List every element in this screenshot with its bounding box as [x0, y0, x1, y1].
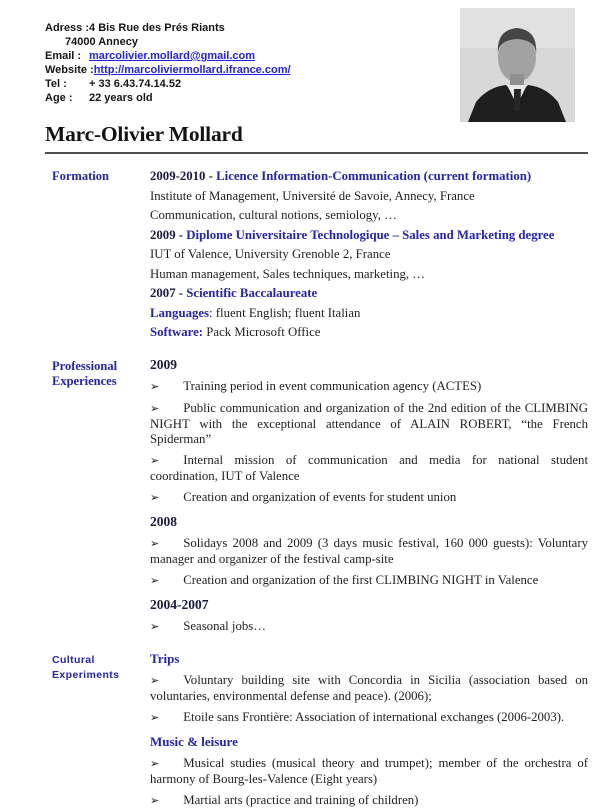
year-heading: 2009: [150, 356, 177, 372]
email-link[interactable]: marcolivier.mollard@gmail.com: [89, 50, 256, 62]
email-label: Email :: [45, 50, 82, 62]
experience-text: Internal mission of communication and media for national student coordination, IUT of Valence: [150, 452, 588, 483]
arrow-bullet-icon: ➢: [150, 794, 160, 807]
formation-content: [150, 167, 588, 343]
address-value: 4 Bis Rue des Prés Riants: [89, 22, 225, 34]
section-cultural-experiments: [45, 651, 588, 809]
experience-item: [150, 490, 588, 506]
page-title: Marc-Olivier Mollard: [45, 122, 243, 146]
degree-detail: Institute of Management, Université de Savoie, Annecy, France: [150, 188, 475, 203]
degree-line: [150, 284, 588, 304]
degree-line: [150, 167, 588, 187]
city-value: 74000 Annecy: [65, 36, 138, 48]
software-lead: Software:: [150, 325, 204, 339]
portrait-photo-graphic: [460, 8, 575, 122]
title-divider: [45, 152, 588, 154]
label-line: Professional: [52, 358, 118, 373]
experience-text: Solidays 2008 and 2009 (3 days music festival, 160 000 guests): Voluntary manager and organizer of the festival camp-site: [150, 535, 588, 566]
section-formation: [45, 167, 588, 343]
label-line: Experiences: [52, 373, 117, 388]
portrait-photo: [460, 8, 575, 122]
languages-lead: Languages: [150, 305, 210, 320]
cultural-text: Etoile sans Frontière: Association of international exchanges (2006-2003).: [183, 709, 565, 724]
arrow-bullet-icon: ➢: [150, 620, 160, 633]
arrow-bullet-icon: ➢: [150, 491, 160, 504]
cultural-item: [150, 673, 588, 704]
arrow-bullet-icon: ➢: [150, 537, 160, 550]
tel-label: Tel :: [45, 78, 67, 90]
arrow-bullet-icon: ➢: [150, 402, 160, 415]
label-line: Cultural: [52, 653, 95, 666]
experience-text: Creation and organization of the first CLIMBING NIGHT in Valence: [183, 572, 539, 587]
arrow-bullet-icon: ➢: [150, 574, 160, 587]
arrow-bullet-icon: ➢: [150, 454, 160, 467]
degree-detail: Human management, Sales techniques, marketing, …: [150, 266, 426, 281]
degree-title: Diplome Universitaire Technologique – Sales and Marketing degree: [186, 227, 555, 242]
cultural-text: Martial arts (practice and training of children): [183, 792, 419, 807]
experience-text: Seasonal jobs…: [183, 618, 267, 633]
website-link[interactable]: http://marcoliviermollard.ifrance.com/: [93, 64, 291, 76]
experience-text: Public communication and organization of the 2nd edition of the CLIMBING NIGHT with the exceptional attendance of ALAIN ROBERT, “the French Spiderman”: [150, 400, 588, 446]
cultural-content: [150, 651, 588, 809]
software-line: [150, 323, 588, 343]
degree-years: 2009-2010 -: [150, 169, 217, 183]
subsection-heading-music-leisure: Music & leisure: [150, 733, 238, 749]
arrow-bullet-icon: ➢: [150, 380, 160, 393]
experience-item: [150, 401, 588, 447]
arrow-bullet-icon: ➢: [150, 757, 160, 770]
tel-value: + 33 6.43.74.14.52: [89, 78, 182, 90]
cultural-text: Voluntary building site with Concordia in Sicilia (association based on voluntaries, environmental defense and peace). (2006);: [150, 672, 588, 703]
experience-item: [150, 619, 588, 635]
subsection-heading-trips: Trips: [150, 650, 180, 666]
degree-line: [150, 226, 588, 246]
experience-item: [150, 379, 588, 395]
age-label: Age :: [45, 92, 73, 104]
degree-years: 2009 -: [150, 227, 187, 242]
languages-value: : fluent English; fluent Italian: [209, 305, 361, 320]
cultural-text: Musical studies (musical theory and trumpet); member of the orchestra of harmony of Bourg-les-Valence (Eight years): [150, 755, 588, 786]
website-label: Website :: [45, 64, 94, 76]
label-line: Experiments: [52, 668, 120, 681]
experience-item: [150, 453, 588, 484]
degree-title: Licence Information-Communication (current formation): [216, 169, 532, 183]
experience-item: [150, 536, 588, 567]
degree-detail: IUT of Valence, University Grenoble 2, France: [150, 247, 391, 261]
experience-text: Training period in event communication agency (ACTES): [183, 378, 482, 393]
year-heading: 2008: [150, 513, 177, 529]
arrow-bullet-icon: ➢: [150, 674, 160, 687]
formation-label: Formation: [52, 169, 109, 183]
professional-experiences-label: [45, 357, 150, 389]
professional-content: [150, 357, 588, 635]
languages-line: [150, 304, 588, 324]
arrow-bullet-icon: ➢: [150, 711, 160, 724]
year-heading: 2004-2007: [150, 596, 209, 612]
address-label: Adress :: [45, 22, 90, 34]
section-professional-experiences: [45, 357, 588, 635]
experience-text: Creation and organization of events for student union: [183, 489, 457, 504]
cultural-experiments-label: [45, 651, 150, 683]
cultural-item: [150, 710, 588, 726]
cultural-item: [150, 793, 588, 809]
cultural-item: [150, 756, 588, 787]
degree-detail: Communication, cultural notions, semiology, …: [150, 208, 397, 222]
experience-item: [150, 573, 588, 589]
degree-title: Scientific Baccalaureate: [186, 286, 318, 300]
age-value: 22 years old: [89, 92, 153, 104]
software-value: Pack Microsoft Office: [203, 325, 321, 339]
degree-years: 2007 -: [150, 286, 187, 300]
